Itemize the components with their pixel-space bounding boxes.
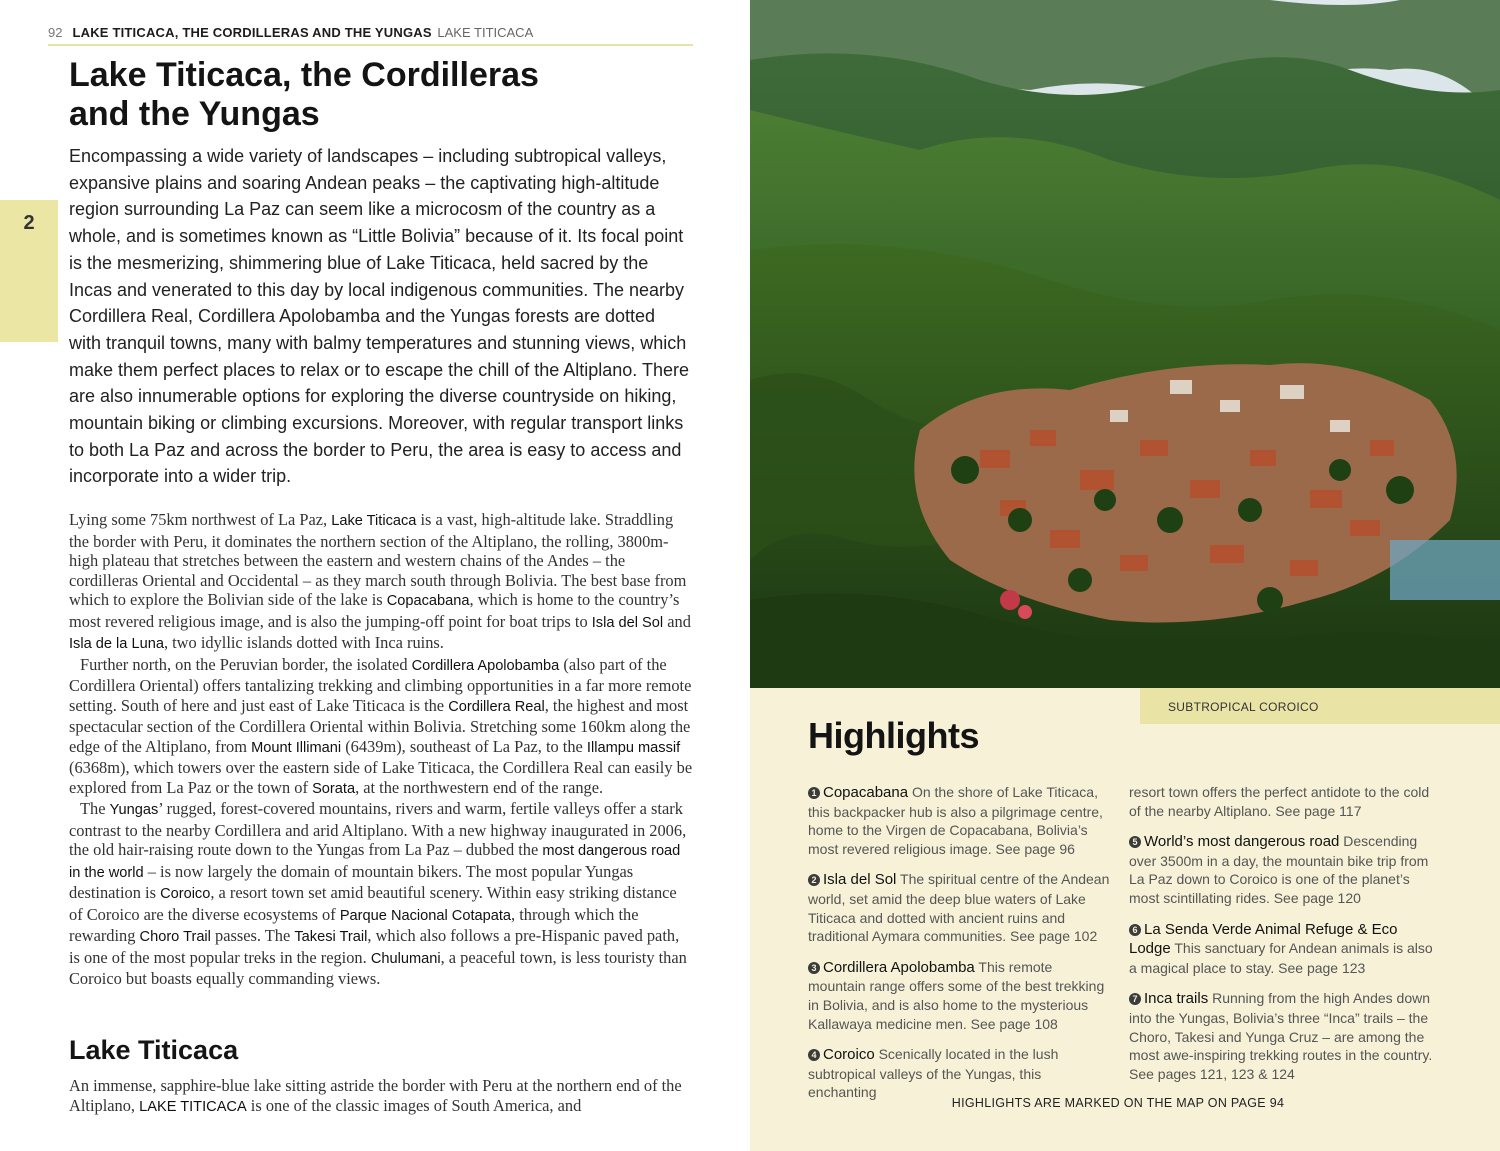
highlight-name: World’s most dangerous road <box>1144 833 1340 851</box>
body-text-run: (also part of the Cordillera Oriental) offers tantalizing trekking and climbing opportunities in a far more remote setting. South of here and just east of Lake Titicaca is the <box>69 654 692 715</box>
highlight-name: La Senda Verde Animal Refuge & Eco Lodge <box>1129 920 1398 958</box>
highlight-item <box>808 783 1113 858</box>
body-text-run: Lying some 75km northwest of La Paz, <box>69 510 332 529</box>
body-text-run: , two idyllic islands dotted with Inca ruins. <box>163 633 444 652</box>
body-text-run: , a peaceful town, is less touristy than Coroico but boasts equally commanding views. <box>69 947 687 988</box>
keyword-takesi-trail: Takesi Trail <box>294 929 368 945</box>
keyword-sorata: Sorata <box>312 780 356 797</box>
body-text-run: passes. The <box>210 926 295 945</box>
highlight-name: Isla del Sol <box>823 871 897 889</box>
chapter-title-line-1: Lake Titicaca, the Cordilleras <box>69 56 539 94</box>
keyword-chulumani: Chulumani <box>370 950 441 967</box>
keyword-choro-trail: Choro Trail <box>139 929 211 945</box>
highlight-name: Copacabana <box>823 784 909 801</box>
keyword-lake-titicaca-caps: LAKE TITICACA <box>139 1098 247 1115</box>
body-text-run: – is now largely the domain of mountain bikers. The most popular Yungas destination is <box>69 861 634 902</box>
keyword-illampu-massif: Illampu massif <box>586 739 681 756</box>
highlight-number-badge: 1 <box>808 787 820 799</box>
highlight-description: Descending over 3500m in a day, the mountain bike trip from La Paz down to Coroico is one of the planet’s most scintillating rides. See page 120 <box>1129 833 1429 906</box>
highlight-number-badge: 7 <box>1129 993 1141 1005</box>
highlight-item <box>1129 832 1434 907</box>
highlight-number-badge: 5 <box>1129 836 1141 848</box>
body-paragraph-2 <box>69 655 694 800</box>
body-text-run: , a resort town set amid beautiful scenery. Within easy striking distance of Coroico are the diverse ecosystems of <box>69 883 677 924</box>
keyword-most-dangerous-road: most dangerous road in the world <box>69 843 681 881</box>
body-text-run: Further north, on the Peruvian border, the isolated <box>80 654 412 674</box>
body-text <box>69 510 694 989</box>
header-chapter-title: LAKE TITICACA, THE CORDILLERAS AND THE YUNGAS <box>72 25 432 40</box>
chapter-intro: Encompassing a wide variety of landscapes – including subtropical valleys, expansive plains and soaring Andean peaks – the captivating high-altitude region surrounding La Paz can seem like a microcosm of the country as a whole, and is sometimes known as “Little Bolivia” because of it. Its focal point is the mesmerizing, shimmering blue of Lake Titicaca, held sacred by the Incas and venerated to this day by local indigenous communities. The nearby Cordillera Real, Cordillera Apolobamba and the Yungas forests are dotted with tranquil towns, many with balmy temperatures and stunning views, which make them perfect places to relax or to escape the chill of the Altiplano. There are also innumerable options for exploring the diverse countryside on hiking, mountain biking or climbing excursions. Moreover, with regular transport links to both La Paz and across the border to Peru, the area is easy to access and incorporate into a wider trip. <box>69 146 690 487</box>
page-number: 92 <box>48 25 63 40</box>
highlight-description: This remote mountain range offers some of the best trekking in Bolivia, and is also home to the mysterious Kallawaya medicine men. See page 108 <box>808 958 1105 1032</box>
keyword-cordillera-apolobamba: Cordillera Apolobamba <box>411 657 560 674</box>
body-paragraph-3 <box>69 799 694 989</box>
highlights-column-right <box>1129 783 1434 1095</box>
section-text-run: is one of the classic images of South America, and <box>246 1095 582 1115</box>
body-paragraph-1 <box>69 510 694 655</box>
highlight-number-badge: 3 <box>808 962 820 974</box>
running-header <box>48 24 693 46</box>
right-page <box>750 0 1500 1151</box>
keyword-cordillera-real: Cordillera Real <box>448 698 545 715</box>
highlights-column-left <box>808 783 1113 1114</box>
keyword-lake-titicaca: Lake Titicaca <box>331 513 417 529</box>
highlight-item <box>1129 920 1434 978</box>
highlight-description: This sanctuary for Andean animals is also a magical place to stay. See page 123 <box>1129 940 1433 976</box>
body-text-run: , which also follows a pre-Hispanic paved path, is one of the most popular treks in the region. <box>69 926 680 967</box>
section-title: Lake Titicaca <box>69 1035 239 1065</box>
chapter-tab <box>0 200 58 342</box>
highlight-number-badge: 2 <box>808 874 820 886</box>
highlights-map-note: HIGHLIGHTS ARE MARKED ON THE MAP ON PAGE 94 <box>951 1096 1285 1110</box>
body-text-run: , the highest and most spectacular section of the Cordillera Oriental within Bolivia. Stretching some 160km along the edge of the Altiplano, from <box>69 695 691 756</box>
highlight-item <box>808 1045 1113 1102</box>
keyword-isla-del-sol: Isla del Sol <box>591 614 664 631</box>
keyword-mount-illimani: Mount Illimani <box>251 739 342 756</box>
chapter-tab-number: 2 <box>23 212 35 234</box>
keyword-coroico: Coroico <box>160 886 211 902</box>
body-text-run: (6439m), southeast of La Paz, to the <box>341 736 587 756</box>
highlight-item <box>808 870 1113 945</box>
section-text <box>69 1076 694 1117</box>
body-text-run: , through which the rewarding <box>69 904 639 945</box>
keyword-yungas: Yungas <box>109 802 159 818</box>
highlight-number-badge: 6 <box>1129 924 1141 936</box>
body-text-run: (6368m), which towers over the eastern side of Lake Titicaca, the Cordillera Real can easily be explored from La Paz or the town of <box>69 758 693 797</box>
body-text-run: , which is home to the country’s most revered religious image, and is also the jumping-off point for boat trips to <box>69 590 680 631</box>
photo-caption: SUBTROPICAL COROICO <box>1140 688 1500 724</box>
highlight-description: On the shore of Lake Titicaca, this backpacker hub is also a pilgrimage centre, home to the Virgen de Copacabana, Bolivia’s most revered religious image. See page 96 <box>808 784 1103 857</box>
highlight-item <box>1129 989 1434 1083</box>
chapter-title <box>69 56 689 134</box>
body-text-run: and <box>663 611 691 631</box>
body-text-run: is a vast, high-altitude lake. Straddling the border with Peru, it dominates the northern section of the Altiplano, the rolling, 3800m-high plateau that stretches between the eastern and western chains of the Andes – the cordilleras Oriental and Occidental – as they march south through Bolivia. The best base from which to explore the Bolivian side of the lake is <box>69 510 687 609</box>
highlight-item <box>808 958 1113 1033</box>
coroico-photo <box>750 0 1500 688</box>
highlight-name: Coroico <box>823 1046 875 1064</box>
body-text-run: ’ rugged, forest-covered mountains, rivers and warm, fertile valleys offer a stark contrast to the nearby Cordillera and arid Altiplano. With a new highway inaugurated in 2006, the old hair-raising route down to the Yungas from La Paz – dubbed the <box>69 799 687 859</box>
keyword-copacabana: Copacabana <box>386 593 470 609</box>
section-text-run: An immense, sapphire-blue lake sitting astride the border with Peru at the northern end of the Altiplano, <box>69 1076 682 1115</box>
chapter-title-line-2: and the Yungas <box>69 95 320 133</box>
highlight-name: Inca trails <box>1144 990 1209 1008</box>
highlight-number-badge: 4 <box>808 1049 820 1061</box>
highlight-description: Running from the high Andes down into the Yungas, Bolivia’s three “Inca” trails – the Choro, Takesi and Yunga Cruz – are among the most awe-inspiring trekking routes in the country. See pages 121, 123 & 124 <box>1129 990 1433 1082</box>
highlight-description: The spiritual centre of the Andean world, set amid the deep blue waters of Lake Titicaca and dotted with ancient ruins and traditional Aymara communities. See page 102 <box>808 871 1110 945</box>
header-section-name: LAKE TITICACA <box>437 25 534 40</box>
highlight-name: Cordillera Apolobamba <box>823 958 975 976</box>
keyword-parque-nacional-cotapata: Parque Nacional Cotapata <box>339 907 512 924</box>
body-text-run: The <box>80 799 110 818</box>
keyword-isla-de-la-luna: Isla de la Luna <box>69 636 164 652</box>
highlight-description: Scenically located in the lush subtropical valleys of the Yungas, this enchanting <box>808 1046 1059 1101</box>
highlight-item-continued: resort town offers the perfect antidote to the cold of the nearby Altiplano. See page 117 <box>1129 784 1430 819</box>
highlights-title: Highlights <box>808 715 979 756</box>
body-text-run: , at the northwestern end of the range. <box>355 777 604 797</box>
